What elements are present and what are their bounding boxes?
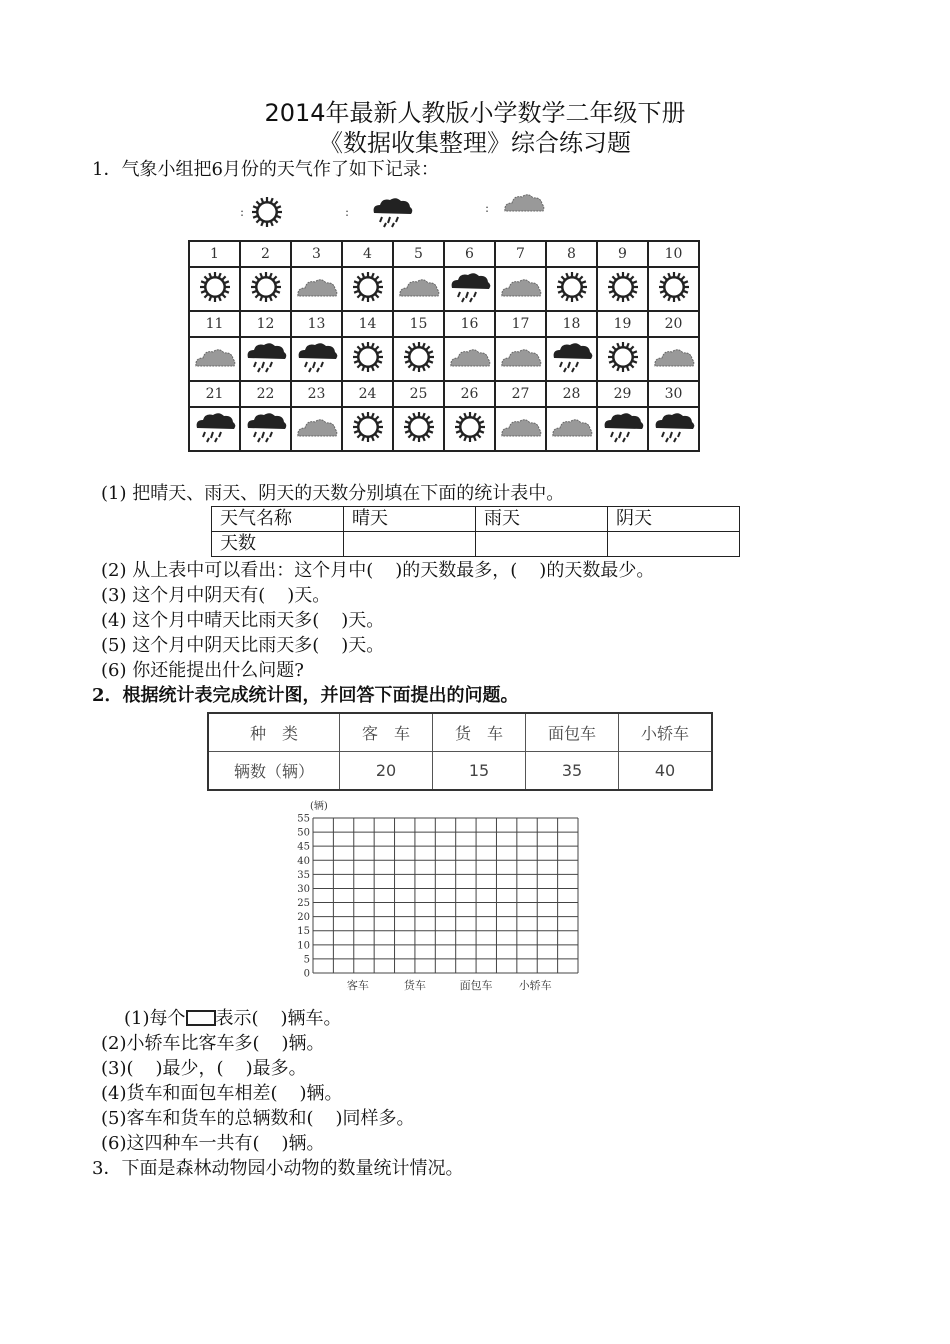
sunny-icon (252, 197, 282, 227)
q2-s4 (101, 1082, 343, 1106)
q1-s2a: (2) 从上表中可以看出：这个月中( (101, 560, 374, 581)
calendar-day-row (189, 311, 699, 337)
q2-s1a: (1)每个 (124, 1008, 186, 1029)
q1-s5a: (5) 这个月中阴天比雨天多( (101, 635, 320, 656)
calendar-weather-row (189, 267, 699, 311)
weather-legend (240, 192, 600, 232)
q1-s2b: )的天数最多，( (395, 560, 518, 581)
legend-colon: : (485, 201, 490, 215)
chart-x-tick-label: 面包车 (459, 979, 493, 992)
sunny-icon (342, 407, 393, 451)
q2-s6 (101, 1132, 325, 1156)
chart-x-tick-label: 小轿车 (518, 979, 552, 992)
q2-s3b: )最少，( (155, 1058, 224, 1079)
q1-s5 (101, 634, 384, 658)
q2-s2 (101, 1032, 325, 1056)
calendar-day-number: 17 (495, 311, 546, 337)
calendar-day-number: 18 (546, 311, 597, 337)
title-line-1: 2014年最新人教版小学数学二年级下册 (264, 99, 686, 127)
calendar-day-number: 26 (444, 381, 495, 407)
cloudy-icon (495, 407, 546, 451)
calendar-day-row (189, 241, 699, 267)
q1-s2c: )的天数最少。 (539, 560, 655, 581)
sunny-icon (597, 337, 648, 381)
q1-intro: 1．气象小组把6月份的天气作了如下记录： (92, 159, 439, 180)
chart-y-unit: (辆) (310, 801, 328, 812)
calendar-day-number: 14 (342, 311, 393, 337)
q2-s6a: (6)这四种车一共有( (101, 1133, 260, 1154)
sunny-icon (393, 407, 444, 451)
calendar-day-number: 6 (444, 241, 495, 267)
sunny-icon (189, 267, 240, 311)
q1-s6: (6) 你还能提出什么问题? (101, 660, 304, 681)
vt-header-3: 面包车 (526, 713, 619, 752)
rain-cloud-icon (648, 407, 699, 451)
vt-value-1: 15 (433, 752, 526, 791)
q1-s2 (101, 559, 654, 583)
rain-cloud-icon (597, 407, 648, 451)
chart-y-tick-label: 40 (297, 855, 310, 867)
cloudy-icon (495, 267, 546, 311)
q2-s2b: )辆。 (281, 1033, 325, 1054)
calendar-day-number: 2 (240, 241, 291, 267)
vt-header-4: 小轿车 (619, 713, 713, 752)
sunny-icon (342, 337, 393, 381)
q2-s6b: )辆。 (281, 1133, 325, 1154)
calendar-day-number: 3 (291, 241, 342, 267)
rain-cloud-icon (374, 198, 413, 227)
chart-y-tick-label: 45 (297, 841, 310, 853)
q1-s1: (1) 把晴天、雨天、阴天的天数分别填在下面的统计表中。 (101, 483, 565, 504)
calendar-day-number: 19 (597, 311, 648, 337)
chart-y-tick-label: 30 (297, 883, 310, 895)
q2-s1c: )辆车。 (280, 1008, 342, 1029)
sunny-icon (648, 267, 699, 311)
chart-y-tick-label: 5 (303, 954, 310, 966)
cloudy-icon (189, 337, 240, 381)
weather-calendar (188, 240, 700, 452)
legend-colon: : (345, 205, 350, 219)
calendar-day-number: 21 (189, 381, 240, 407)
cloudy-icon (495, 337, 546, 381)
q1-s3a: (3) 这个月中阴天有( (101, 585, 266, 606)
chart-y-tick-label: 20 (297, 912, 310, 924)
wt-header-0: 天气名称 (212, 507, 344, 532)
calendar-day-number: 29 (597, 381, 648, 407)
vt-value-2: 35 (526, 752, 619, 791)
calendar-weather-row (189, 337, 699, 381)
q2-s3 (101, 1057, 307, 1081)
calendar-day-number: 4 (342, 241, 393, 267)
calendar-day-number: 1 (189, 241, 240, 267)
rain-cloud-icon (444, 267, 495, 311)
q2-s5a: (5)客车和货车的总辆数和( (101, 1108, 314, 1129)
cloudy-icon (648, 337, 699, 381)
calendar-day-number: 28 (546, 381, 597, 407)
chart-y-tick-label: 10 (297, 940, 310, 952)
sunny-icon (444, 407, 495, 451)
calendar-day-number: 15 (393, 311, 444, 337)
calendar-day-number: 13 (291, 311, 342, 337)
calendar-day-number: 16 (444, 311, 495, 337)
vt-header-0: 种 类 (208, 713, 340, 752)
cloudy-icon (444, 337, 495, 381)
calendar-day-number: 30 (648, 381, 699, 407)
chart-y-tick-label: 50 (297, 827, 310, 839)
calendar-day-number: 10 (648, 241, 699, 267)
calendar-day-number: 24 (342, 381, 393, 407)
q1-s4b: )天。 (341, 610, 385, 631)
wt-cell-rainy[interactable] (476, 532, 608, 557)
wt-row-label: 天数 (212, 532, 344, 557)
q2-s3c: )最多。 (245, 1058, 307, 1079)
cloudy-icon (546, 407, 597, 451)
chart-x-tick-label: 客车 (346, 979, 369, 992)
q2-s1b: 表示( (215, 1008, 259, 1029)
vt-value-3: 40 (619, 752, 713, 791)
sunny-icon (597, 267, 648, 311)
sunny-icon (393, 337, 444, 381)
sunny-icon (342, 267, 393, 311)
q2-s4a: (4)货车和面包车相差( (101, 1083, 278, 1104)
rain-cloud-icon (240, 407, 291, 451)
q1-s4 (101, 609, 384, 633)
vt-header-2: 货 车 (433, 713, 526, 752)
calendar-day-number: 22 (240, 381, 291, 407)
title-line-2: 《数据收集整理》综合练习题 (319, 129, 631, 157)
sunny-icon (546, 267, 597, 311)
chart-y-tick-label: 25 (297, 898, 310, 910)
vehicle-bar-chart-grid[interactable] (280, 797, 590, 997)
wt-header-1: 晴天 (344, 507, 476, 532)
vt-row-label: 辆数（辆） (208, 752, 340, 791)
vt-header-1: 客 车 (340, 713, 433, 752)
calendar-day-number: 8 (546, 241, 597, 267)
calendar-day-number: 27 (495, 381, 546, 407)
weather-stat-table (211, 506, 740, 557)
calendar-day-row (189, 381, 699, 407)
vt-value-0: 20 (340, 752, 433, 791)
calendar-day-number: 11 (189, 311, 240, 337)
cloudy-icon (505, 195, 544, 211)
rain-cloud-icon (240, 337, 291, 381)
chart-y-tick-label: 55 (297, 813, 310, 825)
calendar-weather-row (189, 407, 699, 451)
calendar-day-number: 12 (240, 311, 291, 337)
q1-s4a: (4) 这个月中晴天比雨天多( (101, 610, 320, 631)
chart-y-tick-label: 0 (303, 968, 310, 980)
cloudy-icon (393, 267, 444, 311)
rain-cloud-icon (546, 337, 597, 381)
rain-cloud-icon (291, 337, 342, 381)
cloudy-icon (291, 267, 342, 311)
q2-s2a: (2)小轿车比客车多( (101, 1033, 260, 1054)
q2-s4b: )辆。 (299, 1083, 343, 1104)
q2-s1 (124, 1007, 342, 1031)
grid-square-icon (186, 1010, 216, 1026)
vehicle-table (207, 712, 713, 791)
chart-y-tick-label: 35 (297, 869, 310, 881)
q2-s3a: (3)( (101, 1058, 134, 1079)
legend-colon: : (240, 205, 245, 219)
q1-s3 (101, 584, 330, 608)
q1-s5b: )天。 (341, 635, 385, 656)
wt-header-3: 阴天 (608, 507, 740, 532)
cloudy-icon (291, 407, 342, 451)
chart-y-tick-label: 15 (297, 926, 310, 938)
calendar-day-number: 23 (291, 381, 342, 407)
q1-s3b: )天。 (287, 585, 331, 606)
calendar-day-number: 25 (393, 381, 444, 407)
calendar-day-number: 7 (495, 241, 546, 267)
wt-cell-sunny[interactable] (344, 532, 476, 557)
wt-header-2: 雨天 (476, 507, 608, 532)
rain-cloud-icon (189, 407, 240, 451)
calendar-day-number: 5 (393, 241, 444, 267)
q3-intro: 3．下面是森林动物园小动物的数量统计情况。 (92, 1158, 464, 1179)
calendar-day-number: 9 (597, 241, 648, 267)
q2-s5 (101, 1107, 415, 1131)
q2-intro: 2．根据统计表完成统计图，并回答下面提出的问题。 (92, 685, 519, 706)
calendar-day-number: 20 (648, 311, 699, 337)
q2-s5b: )同样多。 (335, 1108, 415, 1129)
wt-cell-cloudy[interactable] (608, 532, 740, 557)
chart-x-tick-label: 货车 (403, 979, 426, 992)
sunny-icon (240, 267, 291, 311)
